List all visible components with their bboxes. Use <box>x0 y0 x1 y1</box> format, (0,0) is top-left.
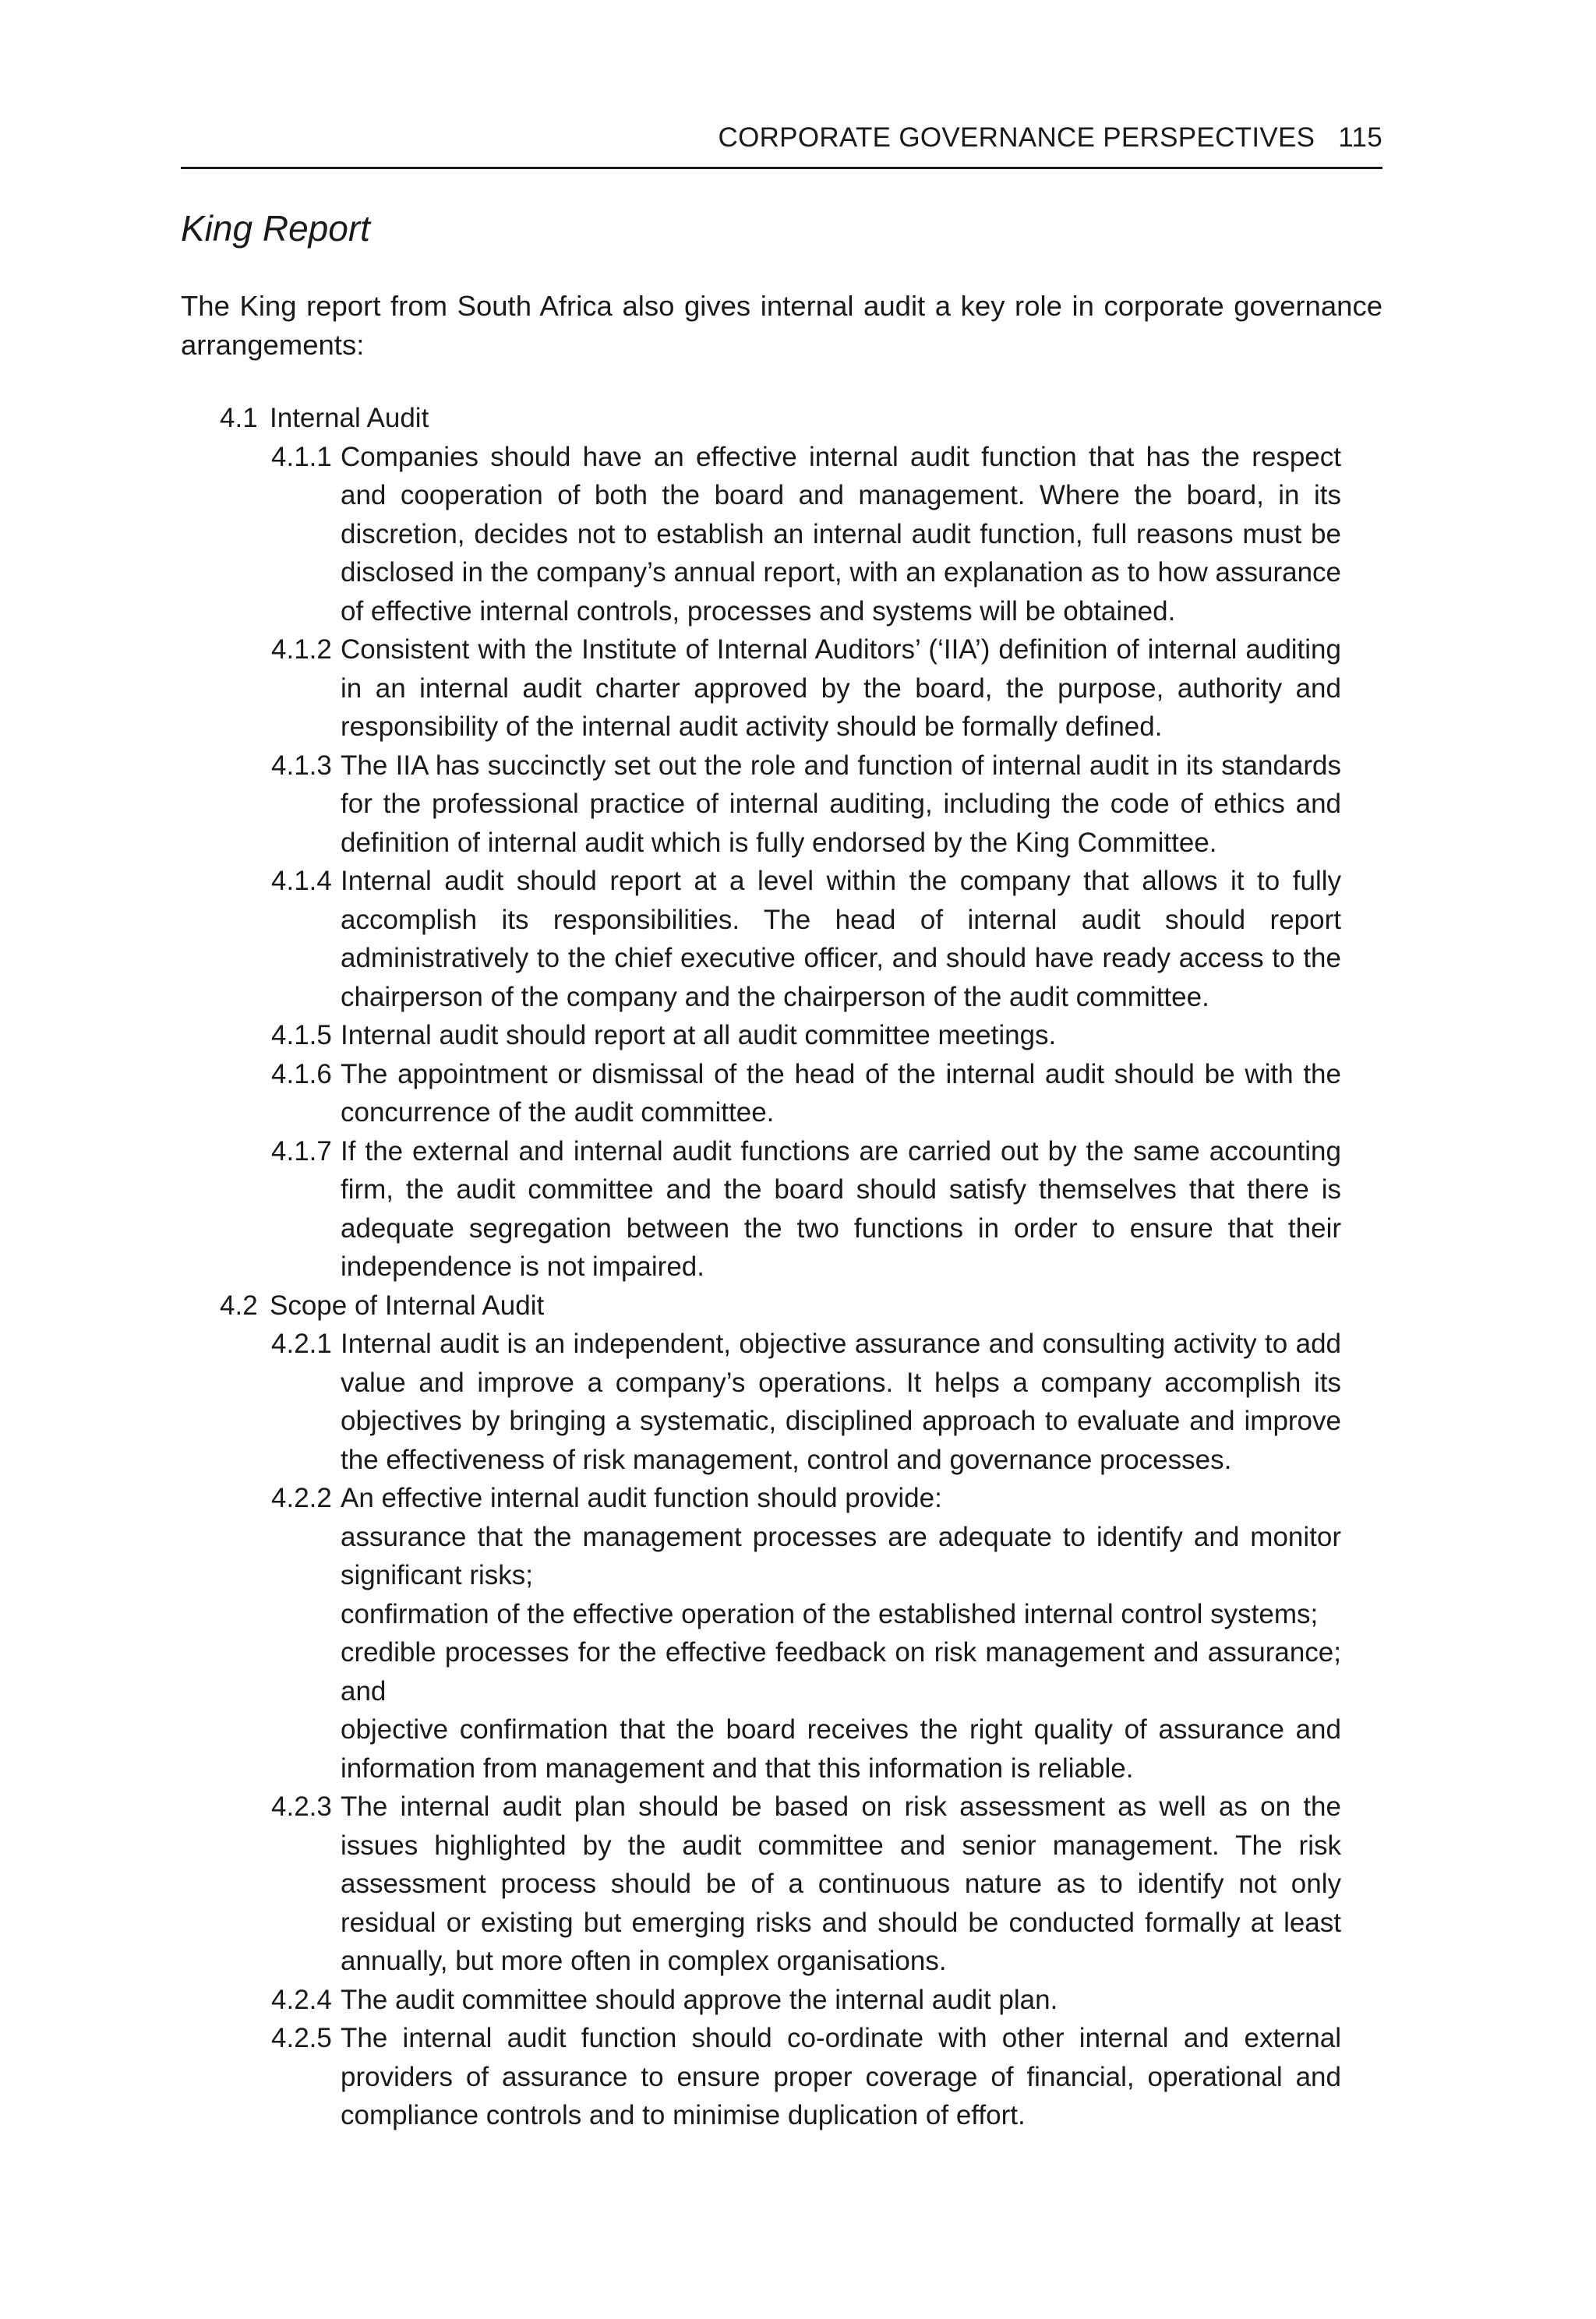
sub-point: credible processes for the effective feedback on risk management and assurance; and <box>341 1637 1341 1707</box>
sub-point: objective confirmation that the board receives the right quality of assurance and information from management and that this information is reliable. <box>341 1714 1341 1784</box>
item-number: 4.1.7 <box>271 1135 332 1167</box>
running-title: CORPORATE GOVERNANCE PERSPECTIVES <box>718 122 1315 153</box>
section-heading-4-1 <box>0 399 1596 438</box>
item-number: 4.1.2 <box>271 634 332 665</box>
item-text: The appointment or dismissal of the head of the internal audit should be with the concurrence of the audit committee. <box>341 1058 1341 1128</box>
outline-item-4-2-3 <box>0 1788 1341 1981</box>
item-text: If the external and internal audit functions are carried out by the same accounting firm, the audit committee and the board should satisfy themselves that there is adequate segregation between the two functions in order to ensure that their independence is not impaired. <box>341 1135 1341 1282</box>
outline-item-4-1-7 <box>0 1132 1341 1287</box>
item-number: 4.2.1 <box>271 1329 332 1359</box>
item-number: 4.1.1 <box>271 441 332 472</box>
section-number: 4.2 <box>220 1290 258 1321</box>
item-text: The audit committee should approve the internal audit plan. <box>341 1984 1058 2015</box>
outline-item-4-1-4 <box>0 862 1341 1016</box>
item-number: 4.1.3 <box>271 750 332 781</box>
running-header <box>181 118 1382 157</box>
outline-item-4-1-3 <box>0 747 1341 863</box>
item-text: Companies should have an effective internal audit function that has the respect and cooperation of both the board and management. Where the board, in its discretion, decides not to establish an internal audit function, full reasons must be disclosed in the company’s annual report, with an explanation as to how assurance of effective internal controls, processes and systems will be obtained. <box>341 441 1341 627</box>
item-number: 4.1.5 <box>271 1020 332 1050</box>
item-number: 4.2.2 <box>271 1483 332 1513</box>
item-text: Internal audit should report at all audit committee meetings. <box>341 1020 1057 1050</box>
outline-item-4-2-5 <box>0 2019 1341 2135</box>
item-number: 4.1.6 <box>271 1058 332 1089</box>
outline-item-4-2-4 <box>0 1981 1341 2020</box>
item-text: The internal audit plan should be based on risk assessment as well as on the issues highlighted by the audit committee and senior management. The risk assessment process should be of a continuous nature as to identify not only residual or existing but emerging risks and should be conducted formally at least annually, but more often in complex organisations. <box>341 1791 1341 1976</box>
outline-item-4-1-5 <box>0 1016 1341 1055</box>
sub-point: assurance that the management processes are adequate to identify and monitor significant risks; <box>341 1521 1341 1590</box>
outline-item-4-2-2 <box>0 1479 1341 1788</box>
item-number: 4.2.5 <box>271 2023 332 2053</box>
outline-item-4-1-1 <box>0 438 1341 631</box>
section-heading-text: Internal Audit <box>270 403 429 433</box>
item-number: 4.1.4 <box>271 866 332 896</box>
outline-item-4-1-6 <box>0 1055 1341 1132</box>
intro-paragraph: The King report from South Africa also gives internal audit a key role in corporate governance arrangements: <box>181 290 1382 361</box>
item-number: 4.2.4 <box>271 1984 332 2015</box>
section-heading-text: Scope of Internal Audit <box>270 1290 545 1321</box>
outline-item-4-1-2 <box>0 630 1341 747</box>
item-text: Internal audit is an independent, objective assurance and consulting activity to add value and improve a company’s operations. It helps a company accomplish its objectives by bringing a systematic, disciplined approach to evaluate and improve the effectiveness of risk management, control and governance processes. <box>341 1329 1341 1475</box>
section-title: King Report <box>181 208 370 249</box>
page-number: 115 <box>1338 122 1382 153</box>
outline-item-4-2-1 <box>0 1325 1341 1479</box>
item-text: Consistent with the Institute of Internal Auditors’ (‘IIA’) definition of internal auditing in an internal audit charter approved by the board, the purpose, authority and responsibility of the internal audit activity should be formally defined. <box>341 634 1341 742</box>
item-text: An effective internal audit function should provide: <box>341 1483 942 1513</box>
section-number: 4.1 <box>220 403 258 433</box>
header-rule <box>181 167 1382 169</box>
item-text: The IIA has succinctly set out the role and function of internal audit in its standards for the professional practice of internal auditing, including the code of ethics and definition of internal audit which is fully endorsed by the King Committee. <box>341 750 1341 858</box>
item-text: The internal audit function should co-ordinate with other internal and external providers of assurance to ensure proper coverage of financial, operational and compliance controls and to minimise duplication of effort. <box>341 2023 1341 2130</box>
numbered-outline <box>0 399 1596 2135</box>
section-heading-4-2 <box>0 1287 1596 1325</box>
sub-point: confirmation of the effective operation of the established internal control systems; <box>341 1598 1319 1629</box>
item-number: 4.2.3 <box>271 1791 332 1822</box>
item-text: Internal audit should report at a level within the company that allows it to fully accomplish its responsibilities. The head of internal audit should report administratively to the chief executive officer, and should have ready access to the chairperson of the company and the chairperson of the audit committee. <box>341 866 1341 1012</box>
